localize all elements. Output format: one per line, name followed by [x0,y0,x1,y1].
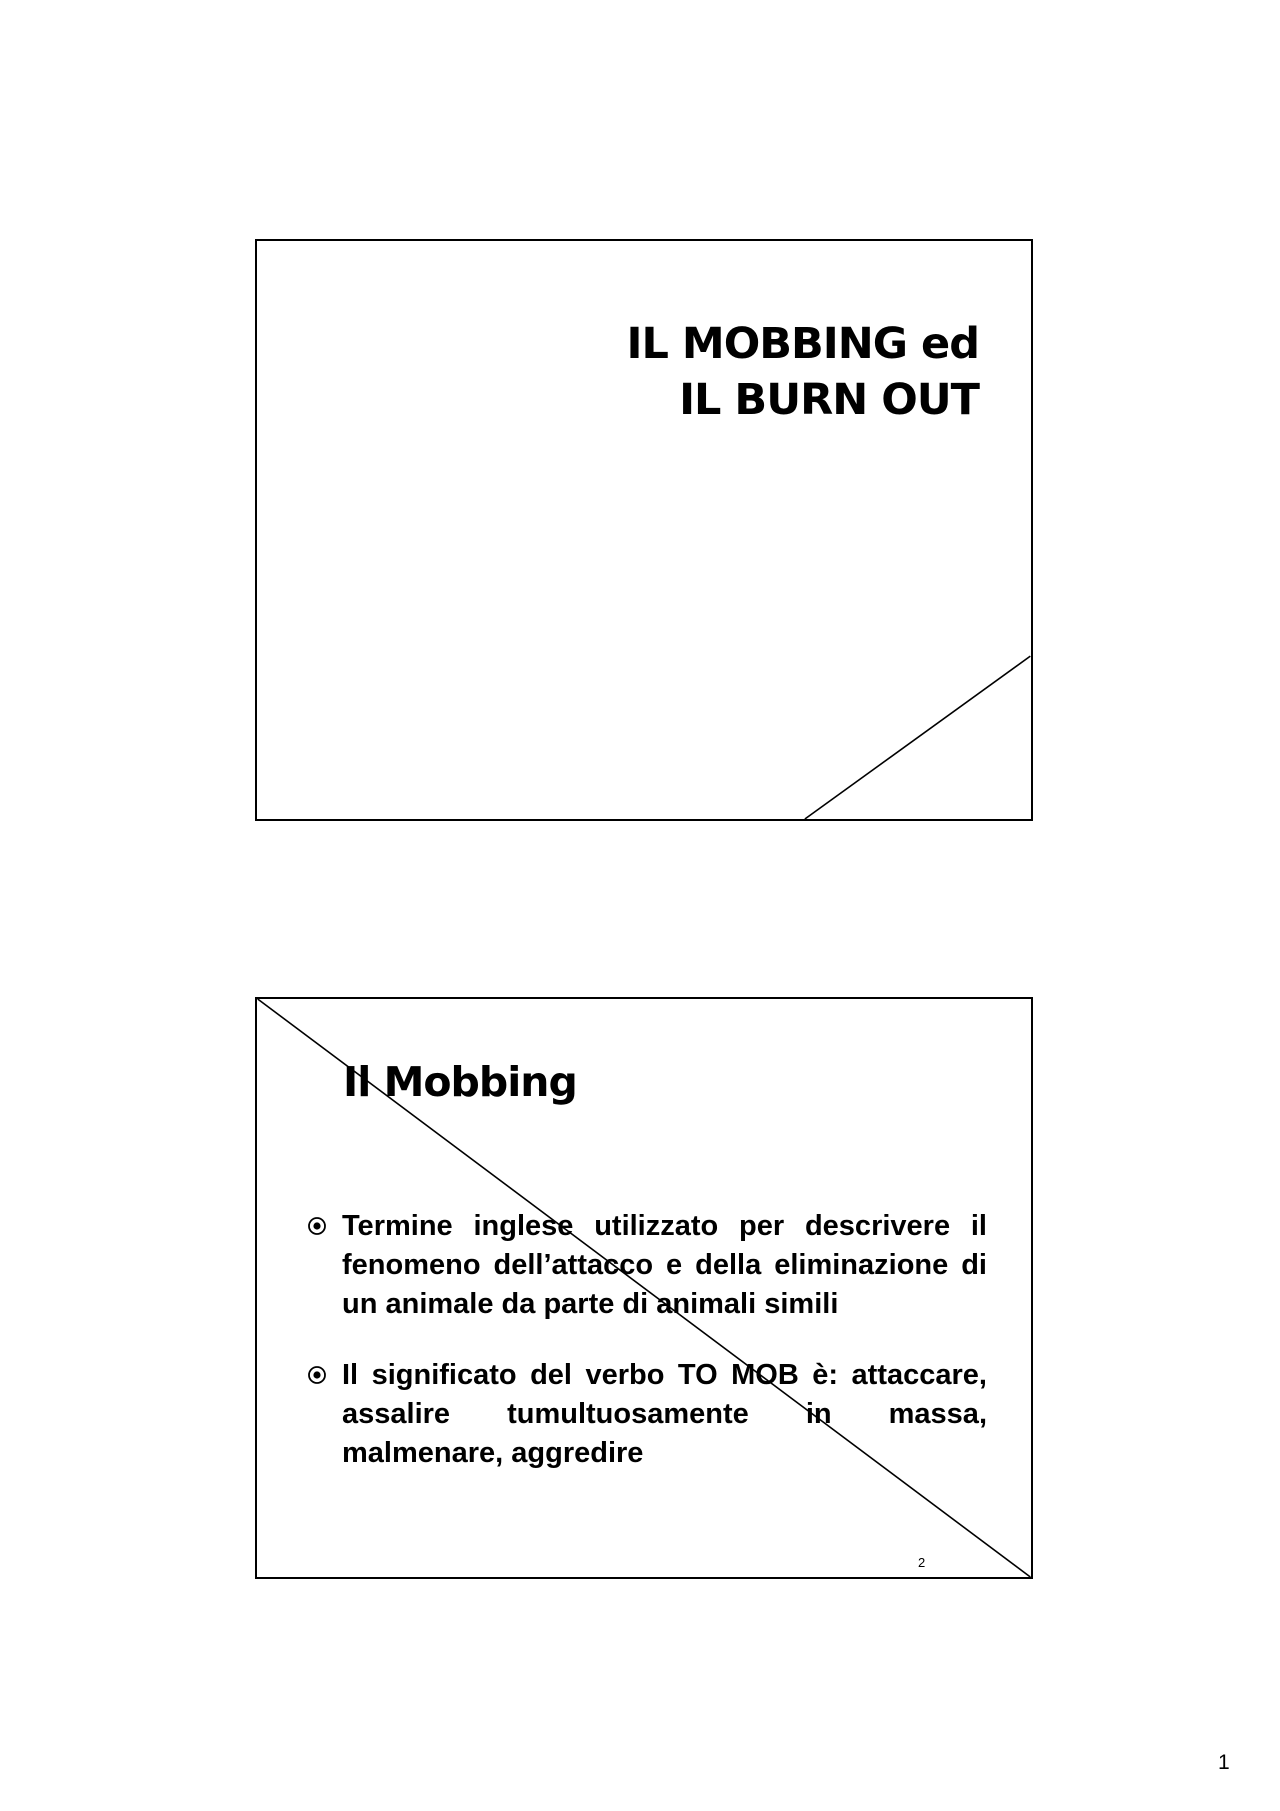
slide-number: 2 [918,1555,926,1570]
slide-1-title-line-1: IL MOBBING ed [626,319,979,369]
page-number: 1 [1218,1751,1230,1774]
slide-1-title-line-2: IL BURN OUT [679,375,979,425]
slide-2 [255,997,1033,1579]
bullet-text: Il significato del verbo TO MOB è: attaccare, assalire tumultuosamente in massa, malmenare, aggredire [342,1359,987,1469]
bullet-text: Termine inglese utilizzato per descrivere il fenomeno dell’attacco e della eliminazione di un animale da parte di animali simili [342,1210,987,1320]
slide-2-title: Il Mobbing [343,1058,577,1106]
slide-1 [255,239,1033,821]
diagonal-line-decoration [257,999,1031,1577]
slide-1-title [627,316,979,428]
